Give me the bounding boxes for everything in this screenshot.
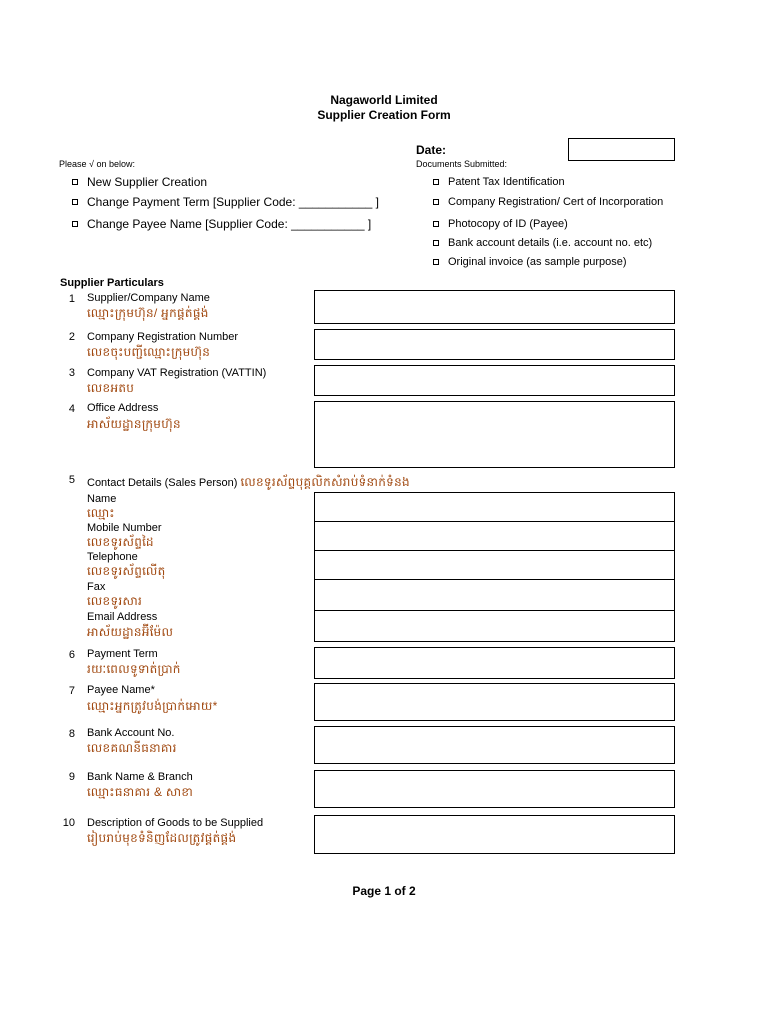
email-label-kh: អាស័យដ្ឋានអ៊ីម៉ែល xyxy=(87,625,174,639)
option-label: New Supplier Creation xyxy=(87,175,208,189)
telephone-field[interactable] xyxy=(314,550,675,580)
mobile-label-kh: លេខទូរស័ព្ទដៃ xyxy=(87,535,154,549)
option-label: Change Payment Term [Supplier Code: ___________ ] xyxy=(87,195,379,209)
field-label-kh: លេខចុះបញ្ជីឈ្មោះក្រុមហ៊ុន xyxy=(87,345,211,359)
mobile-number-field[interactable] xyxy=(314,521,675,551)
option-new-supplier[interactable] xyxy=(72,175,207,189)
field-number: 5 xyxy=(68,474,75,486)
field-label-kh: លេខអតប xyxy=(87,381,135,395)
field-number: 4 xyxy=(68,403,75,415)
field-label-en: Office Address xyxy=(87,402,159,414)
field-label-en: Supplier/Company Name xyxy=(87,292,210,304)
checkbox-icon[interactable] xyxy=(72,179,78,185)
doc-original-invoice[interactable] xyxy=(433,256,627,268)
email-label-en: Email Address xyxy=(87,611,158,623)
field-label-kh: រៀបរាប់មុខទំនិញដែលត្រូវផ្គត់ផ្គង់ xyxy=(87,831,237,845)
page-number: Page 1 of 2 xyxy=(352,884,416,898)
contact-name-label-en: Name xyxy=(87,493,117,505)
field-label-kh: ឈ្មោះធនាគារ & សាខា xyxy=(87,785,194,799)
documents-submitted-label: Documents Submitted: xyxy=(416,159,508,169)
vat-registration-field[interactable] xyxy=(314,365,675,396)
document-label: Original invoice (as sample purpose) xyxy=(448,256,627,268)
checkbox-icon[interactable] xyxy=(433,179,439,185)
section-title: Supplier Particulars xyxy=(60,277,164,289)
checkbox-icon[interactable] xyxy=(433,259,439,265)
doc-photocopy-id[interactable] xyxy=(433,218,568,230)
document-label: Bank account details (i.e. account no. etc) xyxy=(448,237,653,249)
field-label-kh: អាស័យដ្ឋានក្រុមហ៊ុន xyxy=(87,417,181,431)
bank-account-field[interactable] xyxy=(314,726,675,764)
field-number: 3 xyxy=(68,367,75,379)
form-title: Supplier Creation Form xyxy=(317,108,451,122)
bank-name-field[interactable] xyxy=(314,770,675,808)
field-label-en: Description of Goods to be Supplied xyxy=(87,817,264,829)
field-number: 1 xyxy=(68,293,75,305)
field-number: 6 xyxy=(68,649,75,661)
telephone-label-kh: លេខទូរស័ព្ទលើតុ xyxy=(87,564,166,578)
option-change-payment-term[interactable] xyxy=(72,195,379,209)
date-field[interactable] xyxy=(568,138,675,161)
fax-field[interactable] xyxy=(314,579,675,611)
field-number: 2 xyxy=(68,331,75,343)
option-label: Change Payee Name [Supplier Code: ___________ ] xyxy=(87,217,372,231)
checkbox-icon[interactable] xyxy=(72,199,78,205)
payment-term-field[interactable] xyxy=(314,647,675,679)
email-field[interactable] xyxy=(314,610,675,642)
contact-name-field[interactable] xyxy=(314,492,675,522)
contact-details-label xyxy=(87,474,410,492)
field-label-kh: លេខគណនីធនាគារ xyxy=(87,741,177,755)
checkbox-icon[interactable] xyxy=(433,199,439,205)
doc-bank-account[interactable] xyxy=(433,237,652,249)
payee-name-field[interactable] xyxy=(314,683,675,721)
field-label-kh: រយៈពេលទូទាត់ប្រាក់ xyxy=(87,662,181,676)
field-label-kh: ឈ្មោះក្រុមហ៊ុន/ អ្នកផ្គត់ផ្គង់ xyxy=(87,306,209,320)
field-label-en: Contact Details (Sales Person) xyxy=(87,477,238,489)
please-tick-label: Please √ on below: xyxy=(59,159,135,169)
field-label-kh: លេខទូរស័ព្ទបុគ្គលិកសំរាប់ទំនាក់ទំនង xyxy=(240,475,410,489)
option-change-payee-name[interactable] xyxy=(72,217,371,231)
field-label-en: Company Registration Number xyxy=(87,331,239,343)
field-label-en: Payee Name* xyxy=(87,684,155,696)
contact-name-label-kh: ឈ្មោះ xyxy=(87,506,115,520)
fax-label-kh: លេខទូរសារ xyxy=(87,594,143,608)
field-label-kh: ឈ្មោះអ្នកត្រូវបង់ប្រាក់អោយ* xyxy=(87,699,218,713)
company-name: Nagaworld Limited xyxy=(330,93,438,107)
doc-company-registration[interactable] xyxy=(433,196,663,208)
field-number: 7 xyxy=(68,685,75,697)
checkbox-icon[interactable] xyxy=(433,240,439,246)
field-number: 9 xyxy=(68,771,75,783)
supplier-name-field[interactable] xyxy=(314,290,675,324)
field-label-en: Payment Term xyxy=(87,648,158,660)
document-label: Photocopy of ID (Payee) xyxy=(448,218,568,230)
doc-patent-tax[interactable] xyxy=(433,176,565,188)
document-label: Company Registration/ Cert of Incorporation xyxy=(448,196,664,208)
office-address-field[interactable] xyxy=(314,401,675,468)
field-label-en: Bank Account No. xyxy=(87,727,175,739)
checkbox-icon[interactable] xyxy=(72,221,78,227)
field-label-en: Bank Name & Branch xyxy=(87,771,193,783)
mobile-label-en: Mobile Number xyxy=(87,522,162,534)
fax-label-en: Fax xyxy=(87,581,106,593)
document-label: Patent Tax Identification xyxy=(448,176,565,188)
goods-description-field[interactable] xyxy=(314,815,675,854)
field-number: 8 xyxy=(68,728,75,740)
checkbox-icon[interactable] xyxy=(433,221,439,227)
registration-number-field[interactable] xyxy=(314,329,675,360)
telephone-label-en: Telephone xyxy=(87,551,138,563)
field-label-en: Company VAT Registration (VATTIN) xyxy=(87,367,267,379)
field-number: 10 xyxy=(62,817,75,829)
date-label: Date: xyxy=(416,143,447,157)
